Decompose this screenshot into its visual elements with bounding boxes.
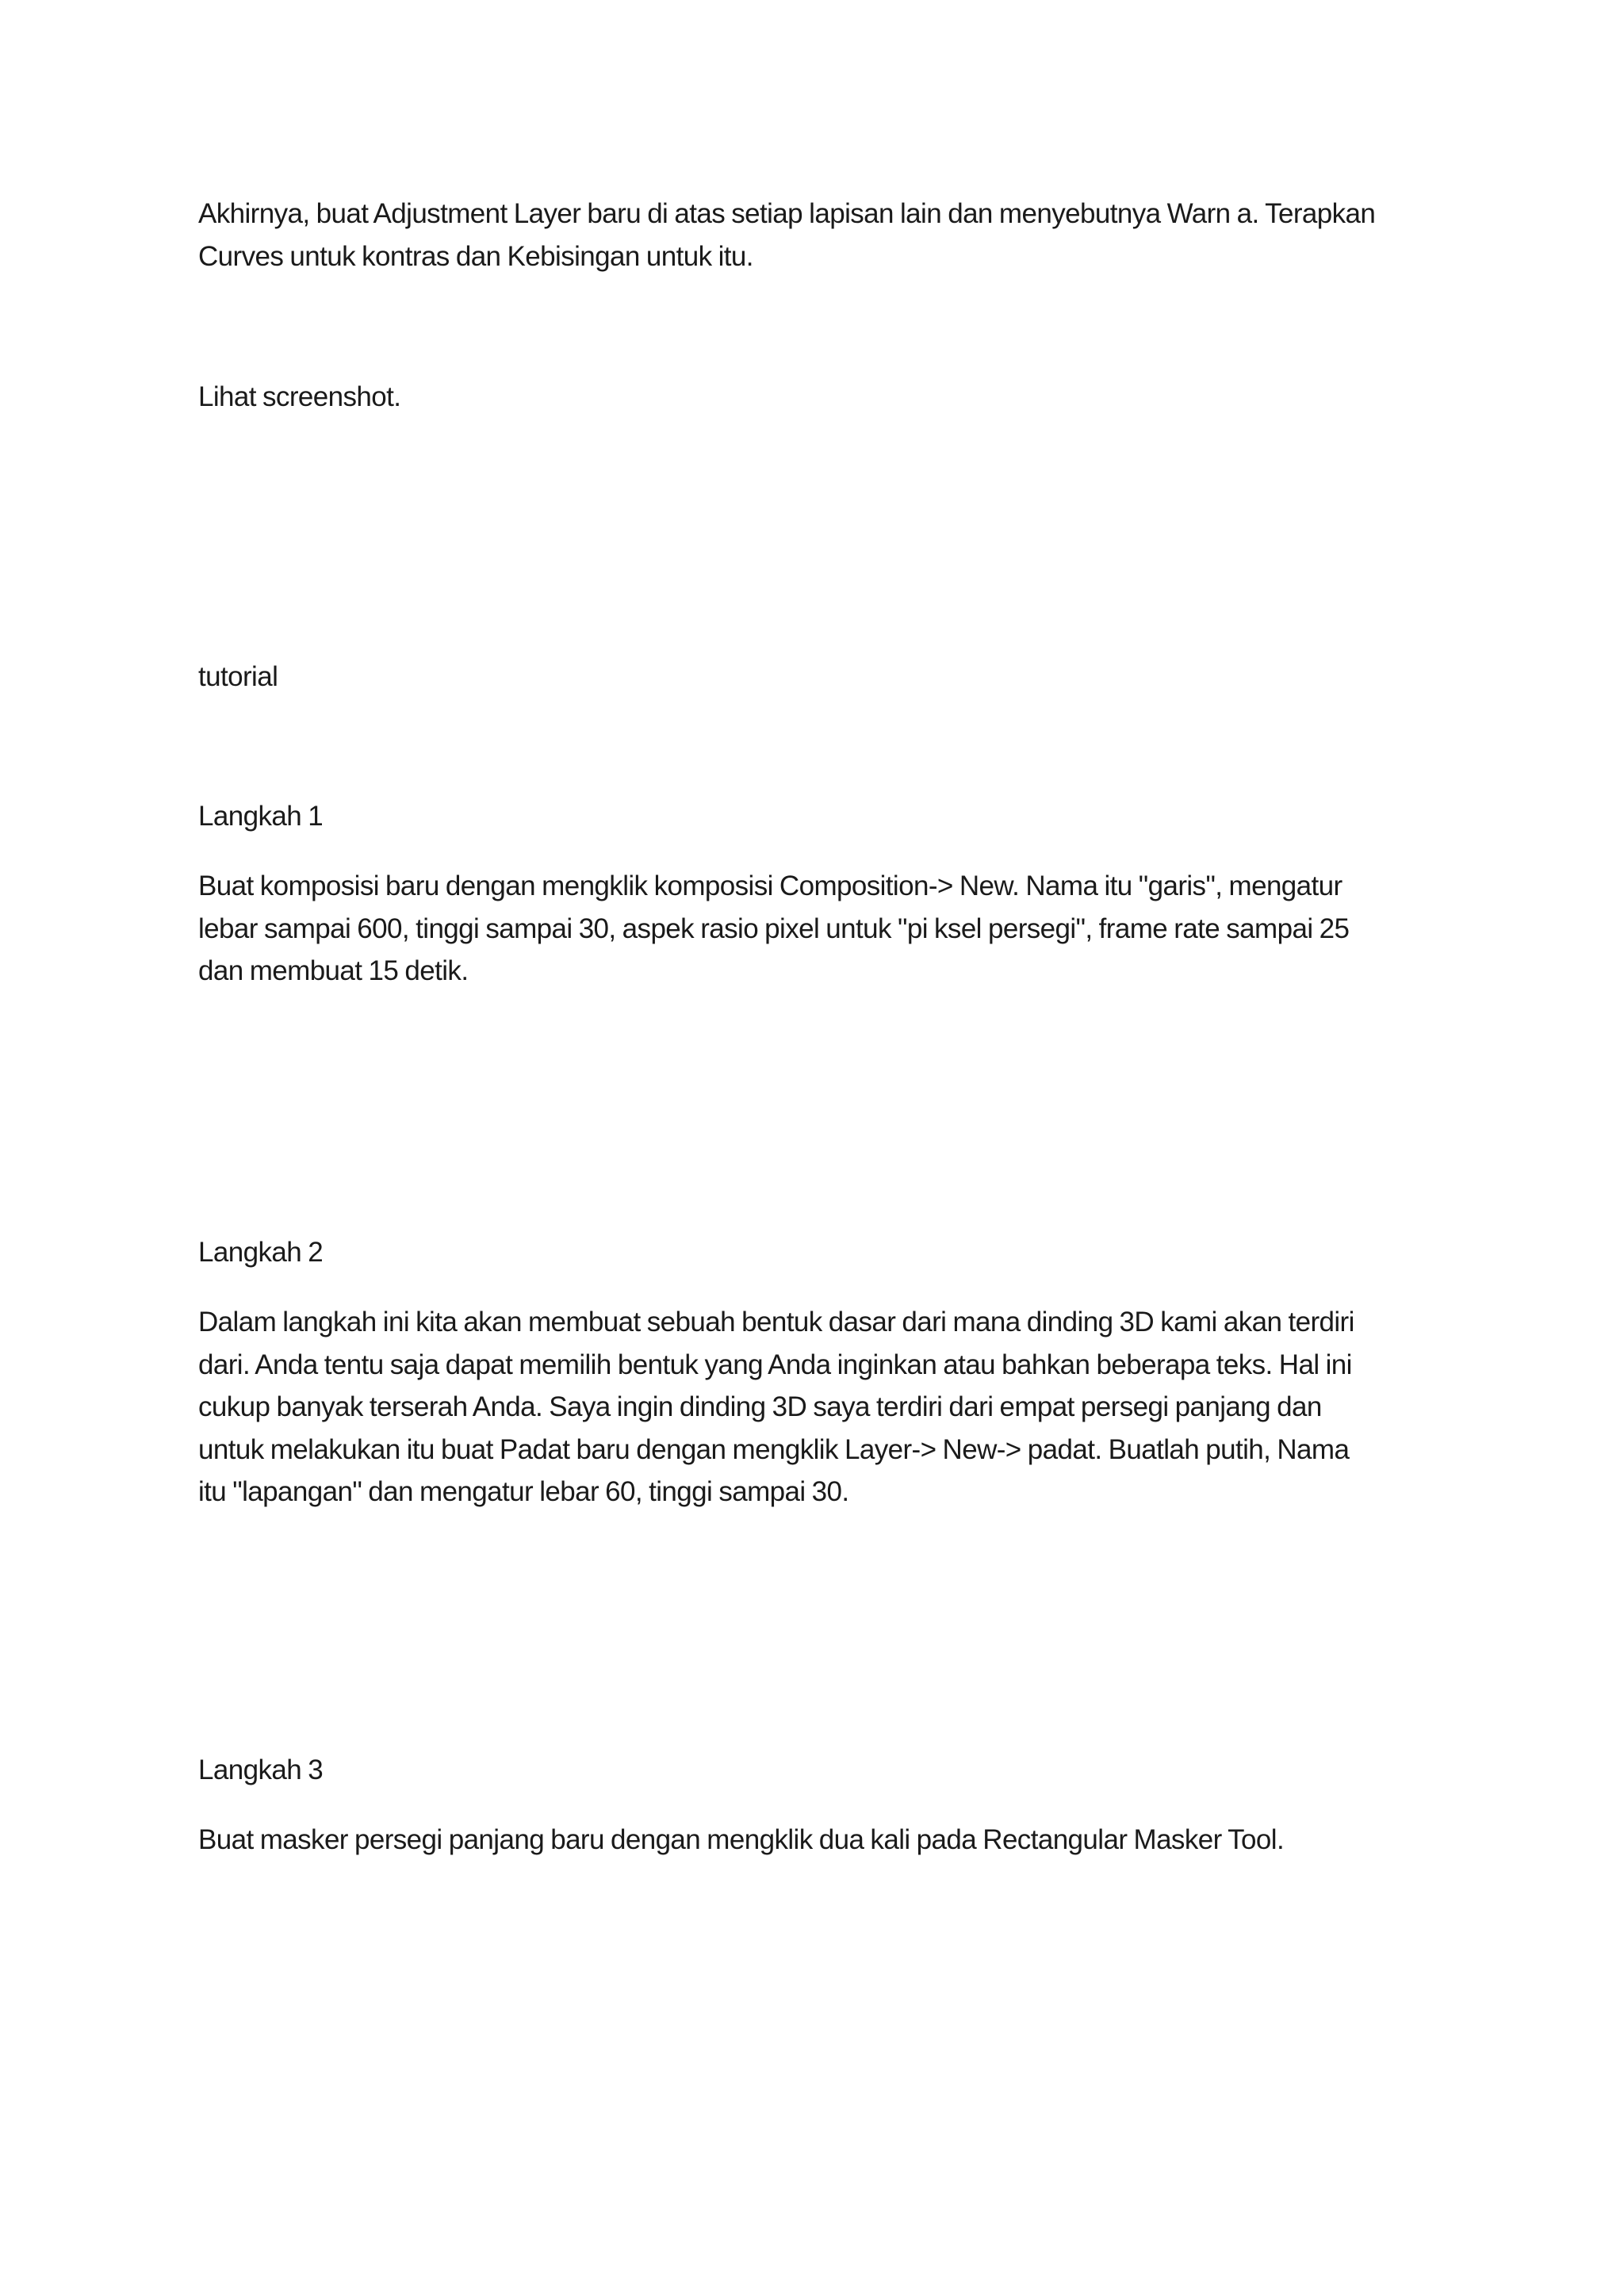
text-line: Curves untuk kontras dan Kebisingan untuk itu.: [198, 240, 753, 272]
paragraph-warna-layer: [198, 193, 1435, 277]
step1-paragraph: [198, 865, 1435, 993]
text-line: lebar sampai 600, tinggi sampai 30, aspek rasio pixel untuk "pi ksel persegi", frame rate sampai 25: [198, 913, 1350, 944]
text-line: Buat masker persegi panjang baru dengan mengklik dua kali pada Rectangular Masker Tool.: [198, 1824, 1285, 1855]
step2-heading: [198, 1231, 1435, 1274]
text-line: Buat komposisi baru dengan mengklik komposisi Composition-> New. Nama itu "garis", mengatur: [198, 871, 1342, 901]
text-line: Lihat screenshot.: [198, 381, 401, 412]
step3-heading: [198, 1749, 1435, 1792]
step1-heading: [198, 795, 1435, 838]
text-line: Akhirnya, buat Adjustment Layer baru di atas setiap lapisan lain dan menyebutnya Warn a. Terapkan: [198, 198, 1376, 229]
step2-paragraph: [198, 1301, 1435, 1513]
heading-text: Langkah 3: [198, 1755, 324, 1785]
text-line: dan membuat 15 detik.: [198, 955, 469, 986]
text-line: Dalam langkah ini kita akan membuat sebuah bentuk dasar dari mana dinding 3D kami akan terdiri: [198, 1307, 1354, 1337]
heading-text: Langkah 2: [198, 1237, 324, 1268]
text-line: dari. Anda tentu saja dapat memilih bentuk yang Anda inginkan atau bahkan beberapa teks. Hal ini: [198, 1349, 1352, 1380]
text-line: tutorial: [198, 661, 278, 692]
heading-text: Langkah 1: [198, 801, 324, 832]
text-line: cukup banyak terserah Anda. Saya ingin dinding 3D saya terdiri dari empat persegi panjang dan: [198, 1391, 1322, 1422]
text-line: untuk melakukan itu buat Padat baru dengan mengklik Layer-> New-> padat. Buatlah putih, Nama: [198, 1433, 1350, 1465]
text-line: itu "lapangan" dan mengatur lebar 60, tinggi sampai 30.: [198, 1476, 849, 1507]
paragraph-lihat-screenshot: [198, 376, 1435, 419]
section-label-tutorial: [198, 656, 1435, 698]
step3-paragraph: [198, 1819, 1435, 1862]
